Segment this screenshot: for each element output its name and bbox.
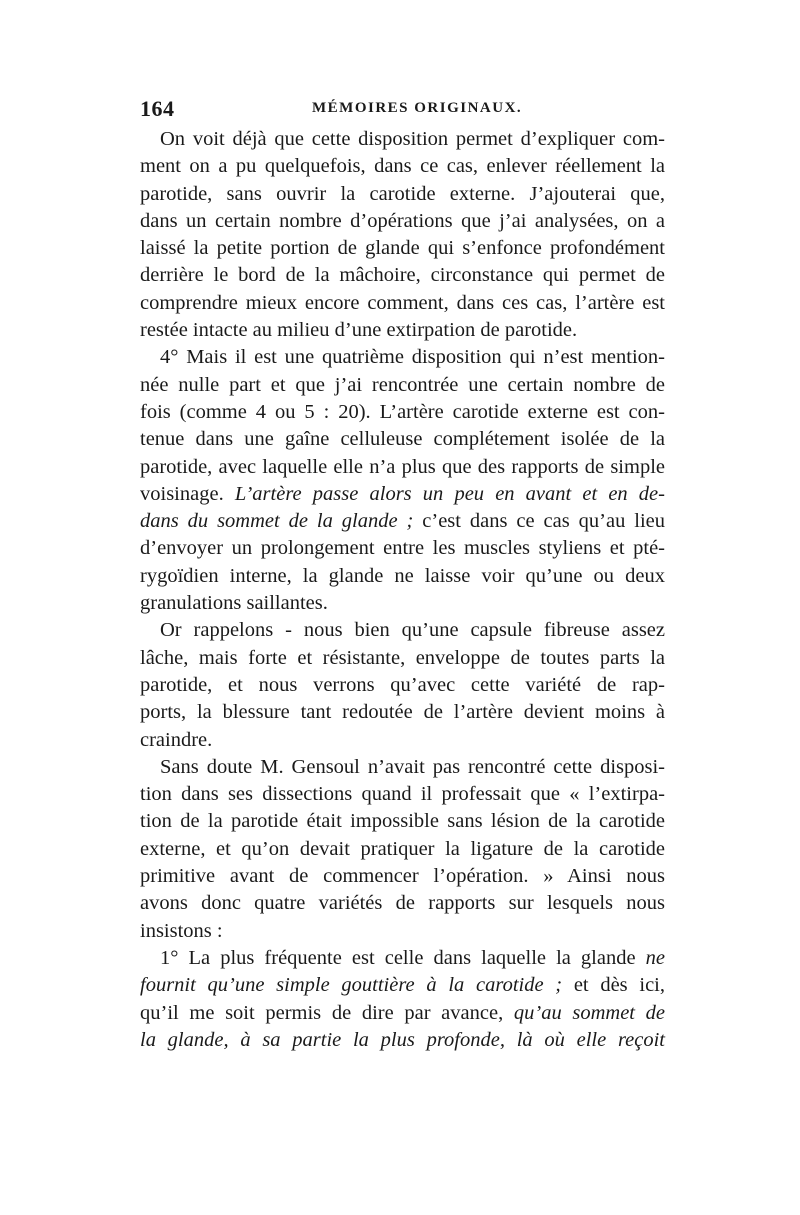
text-line [140,508,665,535]
text-segment: insistons : [140,919,223,942]
text-segment: c’est dans ce cas qu’au lieu [413,510,665,533]
text-segment: parotide, avec laquelle elle n’a plus que des rapports de simple [140,455,665,478]
text-segment: On voit déjà que cette disposition permet d’expliquer com- [160,128,665,150]
text-segment: 1° La plus fréquente est celle dans laquelle la glande [160,946,646,969]
text-line [140,563,665,590]
italic-text-segment: la glande, à sa partie la plus profonde, là où elle reçoit [140,1028,665,1051]
text-segment: voisinage. [140,482,235,505]
text-line [140,727,665,754]
text-segment: restée intacte au milieu d’une extirpation de parotide. [140,319,578,342]
text-line [140,672,665,699]
text-segment: craindre. [140,728,213,751]
text-line [140,535,665,562]
text-line [140,1027,665,1054]
running-head: MÉMOIRES ORIGINAUX. [312,100,523,116]
text-line [140,918,665,945]
text-segment: externe, et qu’on devait pratiquer la ligature de la carotide [140,837,665,860]
text-segment: née nulle part et que j’ai rencontrée une certain nombre de [140,373,665,396]
text-segment: qu’il me soit permis de dire par avance, [140,1001,514,1024]
text-line [140,208,665,235]
text-segment: lâche, mais forte et résistante, enveloppe de toutes parts la [140,646,665,669]
text-segment: tenue dans une gaîne celluleuse complétement isolée de la [140,428,665,451]
text-segment: comprendre mieux encore comment, dans ces cas, l’artère est [140,291,665,314]
text-line [140,590,665,617]
text-segment: ment on a pu quelquefois, dans ce cas, enlever réellement la [140,155,665,178]
text-line [140,290,665,317]
text-segment: et dès ici, [562,974,665,997]
italic-text-segment: fournit qu’une simple gouttière à la carotide ; [140,974,563,997]
text-segment: Sans doute M. Gensoul n’avait pas rencontré cette disposi- [160,755,665,778]
text-segment: laissé la petite portion de glande qui s’enfonce profondément [140,237,665,260]
text-segment: derrière le bord de la mâchoire, circonstance qui permet de [140,264,665,287]
page-header [140,96,665,126]
text-segment: primitive avant de commencer l’opération. » Ainsi nous [140,865,665,888]
text-line [140,317,665,344]
page-number: 164 [140,96,175,121]
text-line [140,262,665,289]
text-segment: dans un certain nombre d’opérations que j’ai analysées, on a [140,209,665,232]
italic-text-segment: L’artère passe alors un peu en avant et en de- [234,482,665,505]
text-line [140,808,665,835]
italic-text-segment: ne [645,946,665,969]
text-line [140,645,665,672]
text-segment: granulations saillantes. [140,592,328,615]
italic-text-segment: qu’au sommet de [513,1001,666,1024]
body-text [140,126,665,1054]
italic-text-segment: dans du sommet de la glande ; [140,510,414,533]
text-line [140,235,665,262]
text-segment: parotide, et nous verrons qu’avec cette variété de rap- [140,673,665,696]
text-line [140,399,665,426]
text-segment: avons donc quatre variétés de rapports sur lesquels nous [140,892,665,915]
text-segment: d’envoyer un prolongement entre les muscles styliens et pté- [140,537,665,560]
text-line [140,454,665,481]
text-segment: fois (comme 4 ou 5 : 20). L’artère carotide externe est con- [140,400,665,423]
text-segment: tion de la parotide était impossible sans lésion de la carotide [140,810,665,833]
text-segment: parotide, sans ouvrir la carotide externe. J’ajouterai que, [140,182,665,205]
text-line [140,754,665,781]
text-line [140,126,665,153]
text-segment: rygoïdien interne, la glande ne laisse voir qu’une ou deux [140,564,665,587]
text-line [140,781,665,808]
text-line [140,972,665,999]
text-line [140,1000,665,1027]
text-line [140,426,665,453]
text-line [140,890,665,917]
text-line [140,945,665,972]
text-line [140,372,665,399]
text-line [140,153,665,180]
text-line [140,481,665,508]
text-segment: Or rappelons - nous bien qu’une capsule fibreuse assez [160,619,665,642]
text-line [140,181,665,208]
text-line [140,863,665,890]
text-segment: ports, la blessure tant redoutée de l’artère devient moins à [140,701,665,724]
text-line [140,344,665,371]
text-segment: 4° Mais il est une quatrième disposition qui n’est mention- [160,346,665,369]
text-line [140,836,665,863]
text-line [140,617,665,644]
text-segment: tion dans ses dissections quand il professait que « l’extirpa- [140,783,665,806]
text-line [140,699,665,726]
